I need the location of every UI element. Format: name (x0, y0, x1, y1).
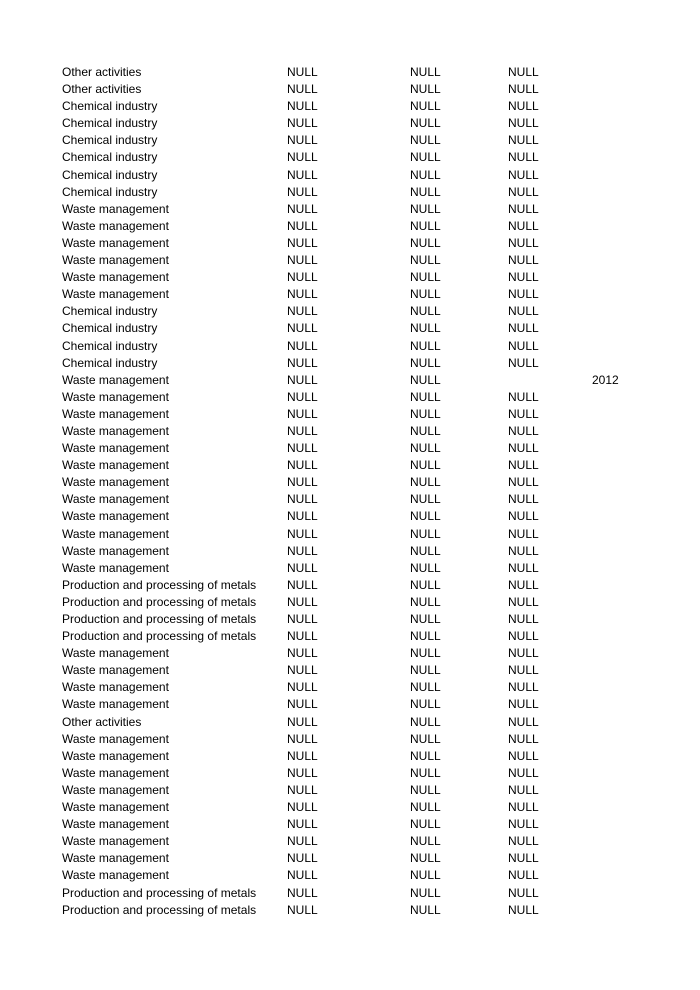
sector-cell: Production and processing of metals (62, 885, 257, 900)
value-cell-c: NULL (410, 372, 441, 387)
sector-cell: Other activities (62, 65, 142, 79)
sector-cell: Waste management (62, 406, 169, 421)
table-row (62, 440, 662, 457)
value-cell-b: NULL (287, 150, 318, 165)
table-row (62, 320, 662, 337)
value-cell-d: NULL (508, 526, 539, 541)
value-cell-d: NULL (508, 287, 539, 302)
value-cell-b: NULL (287, 765, 318, 780)
value-cell-d: NULL (508, 355, 539, 370)
value-cell-b: NULL (287, 629, 318, 644)
table-row (62, 577, 662, 594)
value-cell-d: NULL (508, 201, 539, 216)
sector-cell: Production and processing of metals (62, 577, 257, 592)
table-row (62, 560, 662, 577)
value-cell-d: NULL (508, 423, 539, 438)
table-row (62, 611, 662, 628)
table-row (62, 423, 662, 440)
sector-cell: Waste management (62, 851, 169, 866)
value-cell-c: NULL (410, 270, 441, 285)
table-row (62, 235, 662, 252)
sector-cell: Waste management (62, 475, 169, 490)
table-row (62, 406, 662, 423)
value-cell-d: NULL (508, 885, 539, 900)
table-row (62, 184, 662, 201)
value-cell-c: NULL (410, 526, 441, 541)
table-row (62, 115, 662, 132)
sector-cell: Waste management (62, 748, 169, 763)
table-row (62, 628, 662, 645)
value-cell-d: NULL (508, 731, 539, 746)
value-cell-d: NULL (508, 868, 539, 883)
value-cell-d: NULL (508, 714, 539, 729)
value-cell-d: NULL (508, 389, 539, 404)
value-cell-b: NULL (287, 235, 318, 250)
value-cell-b: NULL (287, 82, 318, 97)
value-cell-d: NULL (508, 99, 539, 114)
table-row (62, 679, 662, 696)
value-cell-c: NULL (410, 612, 441, 626)
table-row (62, 474, 662, 491)
table-row (62, 508, 662, 525)
sector-cell: Waste management (62, 868, 169, 883)
value-cell-d: NULL (508, 218, 539, 233)
value-cell-b: NULL (287, 714, 318, 729)
value-cell-c: NULL (410, 304, 441, 319)
sector-cell: Waste management (62, 372, 169, 387)
sector-cell: Waste management (62, 782, 169, 797)
value-cell-d: NULL (508, 338, 539, 353)
value-cell-b: NULL (287, 782, 318, 797)
value-cell-d: NULL (508, 782, 539, 797)
table-row (62, 355, 662, 372)
value-cell-b: NULL (287, 646, 318, 661)
value-cell-c: NULL (410, 99, 441, 114)
sector-cell: Waste management (62, 441, 169, 456)
value-cell-c: NULL (410, 782, 441, 797)
value-cell-d: NULL (508, 458, 539, 473)
value-cell-c: NULL (410, 834, 441, 849)
value-cell-c: NULL (410, 885, 441, 900)
value-cell-d: NULL (508, 902, 539, 917)
value-cell-d: NULL (508, 663, 539, 678)
sector-cell: Chemical industry (62, 99, 158, 114)
value-cell-d: NULL (508, 800, 539, 815)
data-table (62, 64, 662, 919)
value-cell-d: NULL (508, 235, 539, 250)
value-cell-c: NULL (410, 82, 441, 97)
value-cell-d: NULL (508, 646, 539, 661)
value-cell-b: NULL (287, 355, 318, 370)
sector-cell: Waste management (62, 560, 169, 575)
table-row (62, 662, 662, 679)
table-row (62, 526, 662, 543)
value-cell-c: NULL (410, 817, 441, 832)
value-cell-b: NULL (287, 184, 318, 199)
value-cell-b: NULL (287, 458, 318, 473)
value-cell-d: NULL (508, 697, 539, 712)
value-cell-c: NULL (410, 765, 441, 780)
year-cell: 2012 (592, 372, 619, 387)
sector-cell: Waste management (62, 731, 169, 746)
value-cell-b: NULL (287, 834, 318, 849)
value-cell-b: NULL (287, 338, 318, 353)
value-cell-c: NULL (410, 423, 441, 438)
value-cell-c: NULL (410, 902, 441, 917)
value-cell-d: NULL (508, 270, 539, 285)
value-cell-b: NULL (287, 116, 318, 131)
value-cell-d: NULL (508, 321, 539, 336)
sector-cell: Chemical industry (62, 355, 158, 370)
value-cell-d: NULL (508, 594, 539, 609)
table-row (62, 303, 662, 320)
value-cell-b: NULL (287, 851, 318, 866)
value-cell-d: NULL (508, 304, 539, 319)
value-cell-d: NULL (508, 543, 539, 558)
value-cell-b: NULL (287, 321, 318, 336)
table-row (62, 338, 662, 355)
table-row (62, 765, 662, 782)
value-cell-b: NULL (287, 560, 318, 575)
sector-cell: Waste management (62, 423, 169, 438)
value-cell-b: NULL (287, 902, 318, 917)
value-cell-d: NULL (508, 150, 539, 165)
value-cell-b: NULL (287, 543, 318, 558)
value-cell-d: NULL (508, 253, 539, 268)
value-cell-c: NULL (410, 201, 441, 216)
value-cell-c: NULL (410, 167, 441, 182)
value-cell-c: NULL (410, 714, 441, 729)
sector-cell: Waste management (62, 201, 169, 216)
value-cell-b: NULL (287, 526, 318, 541)
table-row (62, 833, 662, 850)
value-cell-c: NULL (410, 116, 441, 131)
table-row (62, 645, 662, 662)
value-cell-c: NULL (410, 492, 441, 507)
value-cell-b: NULL (287, 509, 318, 524)
sector-cell: Waste management (62, 270, 169, 285)
value-cell-c: NULL (410, 338, 441, 353)
value-cell-b: NULL (287, 748, 318, 763)
value-cell-c: NULL (410, 287, 441, 302)
value-cell-b: NULL (287, 65, 318, 79)
value-cell-b: NULL (287, 389, 318, 404)
value-cell-b: NULL (287, 680, 318, 695)
value-cell-c: NULL (410, 150, 441, 165)
value-cell-c: NULL (410, 321, 441, 336)
value-cell-c: NULL (410, 406, 441, 421)
table-row (62, 867, 662, 884)
sector-cell: Chemical industry (62, 133, 158, 148)
sector-cell: Chemical industry (62, 184, 158, 199)
sector-cell: Waste management (62, 543, 169, 558)
value-cell-c: NULL (410, 731, 441, 746)
sector-cell: Waste management (62, 646, 169, 661)
sector-cell: Waste management (62, 663, 169, 678)
table-row (62, 98, 662, 115)
value-cell-c: NULL (410, 235, 441, 250)
value-cell-c: NULL (410, 184, 441, 199)
value-cell-c: NULL (410, 646, 441, 661)
table-row (62, 286, 662, 303)
sector-cell: Waste management (62, 817, 169, 832)
sector-cell: Waste management (62, 697, 169, 712)
value-cell-b: NULL (287, 800, 318, 815)
table-row (62, 799, 662, 816)
sector-cell: Waste management (62, 680, 169, 695)
value-cell-c: NULL (410, 355, 441, 370)
value-cell-c: NULL (410, 389, 441, 404)
value-cell-d: NULL (508, 817, 539, 832)
value-cell-b: NULL (287, 287, 318, 302)
sector-cell: Chemical industry (62, 116, 158, 131)
table-row (62, 457, 662, 474)
table-row (62, 902, 662, 919)
value-cell-b: NULL (287, 731, 318, 746)
value-cell-d: NULL (508, 116, 539, 131)
value-cell-c: NULL (410, 441, 441, 456)
table-row (62, 372, 662, 389)
sector-cell: Waste management (62, 800, 169, 815)
value-cell-c: NULL (410, 65, 441, 79)
value-cell-b: NULL (287, 697, 318, 712)
sector-cell: Chemical industry (62, 167, 158, 182)
sector-cell: Other activities (62, 714, 142, 729)
value-cell-b: NULL (287, 885, 318, 900)
table-row (62, 389, 662, 406)
value-cell-d: NULL (508, 612, 539, 626)
table-row (62, 132, 662, 149)
table-row (62, 782, 662, 799)
value-cell-d: NULL (508, 629, 539, 644)
value-cell-c: NULL (410, 594, 441, 609)
value-cell-b: NULL (287, 372, 318, 387)
sector-cell: Other activities (62, 82, 142, 97)
value-cell-b: NULL (287, 270, 318, 285)
value-cell-b: NULL (287, 133, 318, 148)
sector-cell: Production and processing of metals (62, 629, 257, 644)
value-cell-c: NULL (410, 560, 441, 575)
table-row (62, 252, 662, 269)
value-cell-b: NULL (287, 99, 318, 114)
table-row (62, 81, 662, 98)
table-row (62, 731, 662, 748)
value-cell-c: NULL (410, 543, 441, 558)
value-cell-d: NULL (508, 133, 539, 148)
sector-cell: Waste management (62, 287, 169, 302)
value-cell-c: NULL (410, 133, 441, 148)
table-row (62, 594, 662, 611)
value-cell-b: NULL (287, 167, 318, 182)
value-cell-b: NULL (287, 253, 318, 268)
sector-cell: Production and processing of metals (62, 594, 257, 609)
table-row (62, 64, 662, 81)
value-cell-c: NULL (410, 509, 441, 524)
value-cell-c: NULL (410, 218, 441, 233)
value-cell-d: NULL (508, 765, 539, 780)
table-row (62, 543, 662, 560)
sector-cell: Waste management (62, 389, 169, 404)
value-cell-d: NULL (508, 834, 539, 849)
value-cell-c: NULL (410, 680, 441, 695)
value-cell-d: NULL (508, 577, 539, 592)
value-cell-c: NULL (410, 663, 441, 678)
sector-cell: Waste management (62, 765, 169, 780)
sector-cell: Chemical industry (62, 150, 158, 165)
table-row (62, 850, 662, 867)
sector-cell: Waste management (62, 218, 169, 233)
value-cell-b: NULL (287, 492, 318, 507)
value-cell-d: NULL (508, 441, 539, 456)
value-cell-b: NULL (287, 441, 318, 456)
sector-cell: Waste management (62, 492, 169, 507)
value-cell-b: NULL (287, 868, 318, 883)
value-cell-d: NULL (508, 509, 539, 524)
value-cell-d: NULL (508, 184, 539, 199)
value-cell-c: NULL (410, 800, 441, 815)
value-cell-c: NULL (410, 475, 441, 490)
value-cell-b: NULL (287, 218, 318, 233)
value-cell-b: NULL (287, 406, 318, 421)
sector-cell: Production and processing of metals (62, 612, 257, 626)
value-cell-d: NULL (508, 82, 539, 97)
value-cell-d: NULL (508, 851, 539, 866)
table-row (62, 885, 662, 902)
table-row (62, 816, 662, 833)
value-cell-c: NULL (410, 458, 441, 473)
value-cell-d: NULL (508, 475, 539, 490)
value-cell-c: NULL (410, 868, 441, 883)
value-cell-b: NULL (287, 612, 318, 626)
table-row (62, 218, 662, 235)
table-row (62, 149, 662, 166)
value-cell-d: NULL (508, 406, 539, 421)
value-cell-b: NULL (287, 304, 318, 319)
value-cell-c: NULL (410, 629, 441, 644)
value-cell-b: NULL (287, 577, 318, 592)
table-row (62, 269, 662, 286)
value-cell-b: NULL (287, 423, 318, 438)
value-cell-d: NULL (508, 65, 539, 79)
value-cell-c: NULL (410, 748, 441, 763)
table-row (62, 167, 662, 184)
sector-cell: Chemical industry (62, 321, 158, 336)
sector-cell: Waste management (62, 509, 169, 524)
value-cell-b: NULL (287, 475, 318, 490)
value-cell-d: NULL (508, 560, 539, 575)
table-row (62, 748, 662, 765)
sector-cell: Waste management (62, 253, 169, 268)
value-cell-c: NULL (410, 851, 441, 866)
value-cell-c: NULL (410, 253, 441, 268)
sector-cell: Waste management (62, 235, 169, 250)
sector-cell: Production and processing of metals (62, 902, 257, 917)
table-row (62, 201, 662, 218)
value-cell-b: NULL (287, 201, 318, 216)
value-cell-d: NULL (508, 680, 539, 695)
sector-cell: Chemical industry (62, 304, 158, 319)
table-row (62, 491, 662, 508)
sector-cell: Waste management (62, 834, 169, 849)
value-cell-b: NULL (287, 663, 318, 678)
sector-cell: Waste management (62, 526, 169, 541)
sector-cell: Chemical industry (62, 338, 158, 353)
value-cell-d: NULL (508, 167, 539, 182)
value-cell-d: NULL (508, 748, 539, 763)
value-cell-c: NULL (410, 697, 441, 712)
value-cell-b: NULL (287, 594, 318, 609)
table-row (62, 714, 662, 731)
table-row (62, 696, 662, 713)
value-cell-d: NULL (508, 492, 539, 507)
value-cell-c: NULL (410, 577, 441, 592)
value-cell-b: NULL (287, 817, 318, 832)
sector-cell: Waste management (62, 458, 169, 473)
